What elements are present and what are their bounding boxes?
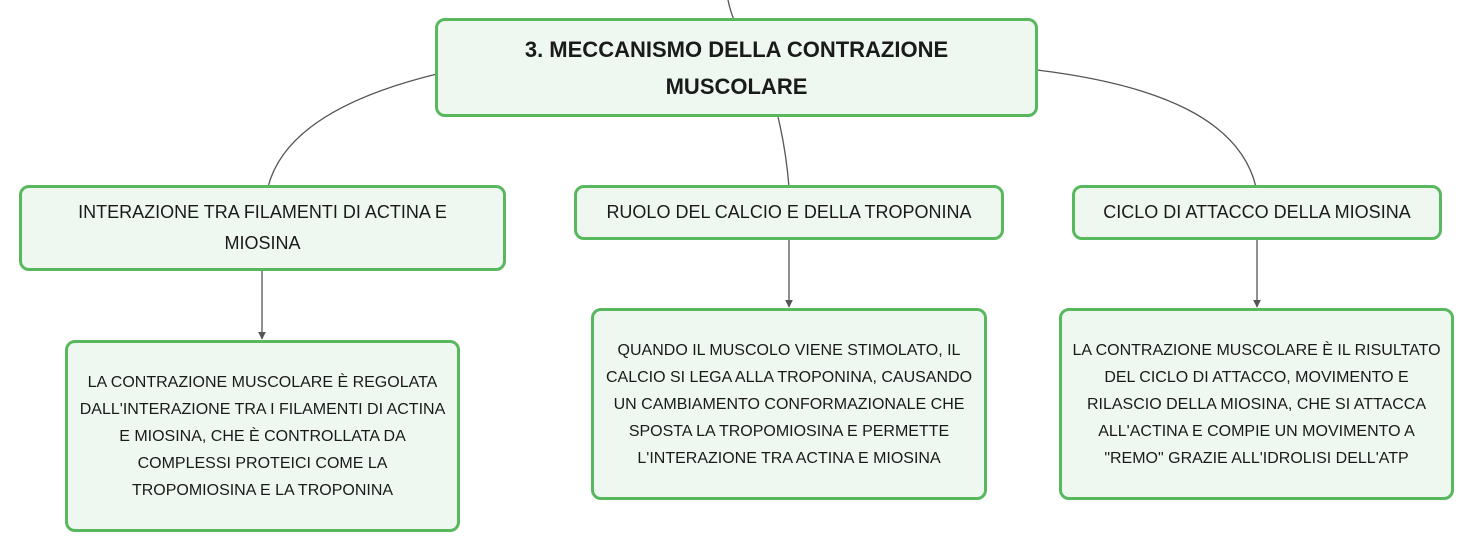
- connector-root-to-branch-2: [778, 117, 789, 187]
- root-topic-node[interactable]: [435, 18, 1038, 117]
- connector-root-to-branch-1: [268, 74, 437, 187]
- connector-root-to-branch-3: [1037, 70, 1256, 187]
- detail-text: LA CONTRAZIONE MUSCOLARE È REGOLATA DALL'INTERAZIONE TRA I FILAMENTI DI ACTINA E MIOSINA, CHE È CONTROLLATA DA COMPLESSI PROTEICI COME LA TROPOMIOSINA E LA TROPONINA: [79, 373, 446, 499]
- branch-node-ciclo-attacco[interactable]: [1072, 185, 1442, 240]
- connector-parent-to-root: [728, 0, 734, 20]
- branch-node-ruolo-calcio[interactable]: [574, 185, 1004, 240]
- detail-node-ciclo-attacco[interactable]: [1059, 308, 1454, 500]
- branch-label: RUOLO DEL CALCIO E DELLA TROPONINA: [606, 202, 972, 222]
- detail-node-interazione-filamenti[interactable]: [65, 340, 460, 532]
- branch-label: INTERAZIONE TRA FILAMENTI DI ACTINA E MIOSINA: [78, 202, 447, 253]
- branch-label: CICLO DI ATTACCO DELLA MIOSINA: [1103, 202, 1411, 222]
- detail-text: QUANDO IL MUSCOLO VIENE STIMOLATO, IL CALCIO SI LEGA ALLA TROPONINA, CAUSANDO UN CAMBIAMENTO CONFORMAZIONALE CHE SPOSTA LA TROPOMIOSINA E PERMETTE L'INTERAZIONE TRA ACTINA E MIOSINA: [605, 341, 973, 467]
- detail-node-ruolo-calcio[interactable]: [591, 308, 987, 500]
- detail-text: LA CONTRAZIONE MUSCOLARE È IL RISULTATO DEL CICLO DI ATTACCO, MOVIMENTO E RILASCIO DELLA MIOSINA, CHE SI ATTACCA ALL'ACTINA E COMPIE UN MOVIMENTO A "REMO" GRAZIE ALL'IDROLISI DELL'ATP: [1072, 341, 1441, 467]
- branch-node-interazione-filamenti[interactable]: [19, 185, 506, 271]
- root-topic-label: 3. MECCANISMO DELLA CONTRAZIONE MUSCOLARE: [524, 36, 949, 99]
